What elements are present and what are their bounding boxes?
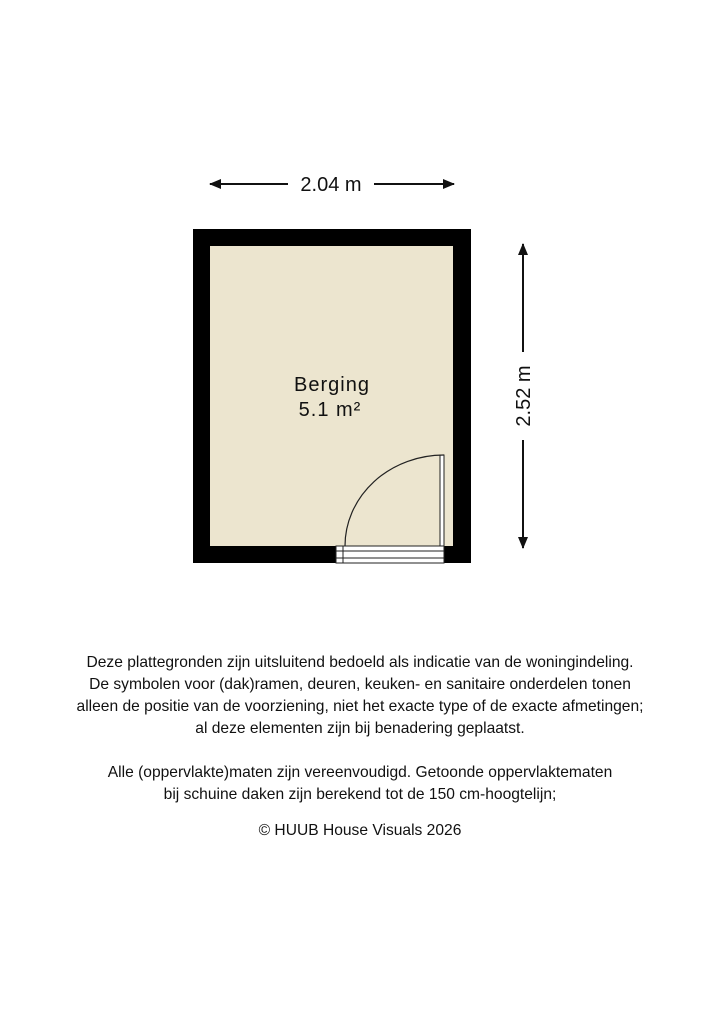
wall-bottom-right: [444, 546, 471, 563]
wall-left: [193, 229, 210, 563]
room-berging: [193, 229, 471, 563]
disclaimer-line: Deze plattegronden zijn uitsluitend bedoeld als indicatie van de woningindeling.: [86, 654, 634, 671]
copyright-notice: © HUUB House Visuals 2026: [258, 822, 462, 839]
disclaimer-line: bij schuine daken zijn berekend tot de 150 cm-hoogtelijn;: [163, 786, 557, 803]
room-area: 5.1 m²: [298, 399, 362, 421]
disclaimer-line: al deze elementen zijn bij benadering geplaatst.: [195, 720, 525, 737]
disclaimer-line: Alle (oppervlakte)maten zijn vereenvoudigd. Getoonde oppervlaktematen: [107, 764, 613, 781]
width-dimension: [210, 174, 454, 196]
height-dimension-label: 2.52 m: [513, 365, 535, 427]
height-dimension: [513, 244, 535, 548]
disclaimer-line: alleen de positie van de voorziening, niet het exacte type of de exacte afmetingen;: [76, 698, 644, 715]
wall-top: [193, 229, 471, 246]
room-floor: [210, 246, 453, 546]
door-threshold: [336, 546, 444, 563]
room-name: Berging: [294, 374, 370, 396]
wall-bottom-left: [193, 546, 336, 563]
disclaimer-line: De symbolen voor (dak)ramen, deuren, keuken- en sanitaire onderdelen tonen: [89, 676, 631, 693]
width-dimension-label: 2.04 m: [300, 174, 362, 196]
door-leaf: [440, 455, 444, 546]
disclaimer: [0, 652, 720, 806]
wall-right: [453, 229, 471, 563]
